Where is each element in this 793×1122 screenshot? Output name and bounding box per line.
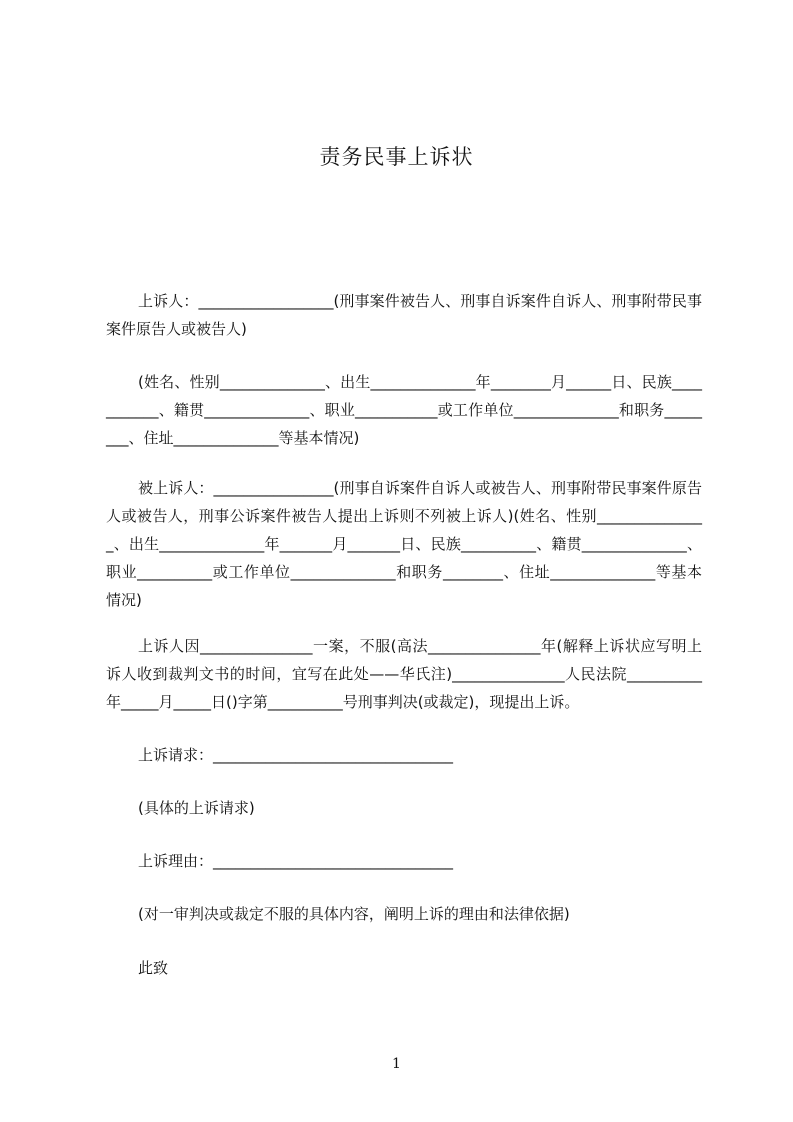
appellee-paragraph: 被上诉人：________________(刑事自诉案件自诉人或被告人、刑事附带民事案件原告人或被告人，刑事公诉案件被告人提出上诉则不列被上诉人)(姓名、性别_______________、出生______________年_______月_______日、民族__________、籍贯______________、职业__________或工作单位______________和职务________、住址______________等基本情况) xyxy=(106,479,702,609)
appeal-reason-note: (对一审判决或裁定不服的具体内容，阐明上诉的理由和法律依据) xyxy=(138,905,570,923)
appeal-request-note: (具体的上诉请求) xyxy=(138,799,255,817)
appeal-reason-label: 上诉理由：________________________________ xyxy=(138,852,454,870)
appeal-cause-paragraph: 上诉人因_______________一案，不服(高法_______________年(解释上诉状应写明上诉人收到裁判文书的时间，宜写在此处——华氏注)_______________人民法院__________年_____月_____日()字第__________号刑事判决(或裁定)，现提出上诉。 xyxy=(106,637,702,711)
document-title: 责务民事上诉状 xyxy=(319,145,474,169)
page-number: 1 xyxy=(392,1056,401,1072)
closing-text: 此致 xyxy=(138,959,169,977)
appellant-paragraph: 上诉人：__________________(刑事案件被告人、刑事自诉案件自诉人、刑事附带民事案件原告人或被告人) xyxy=(106,292,702,338)
appellant-details-paragraph: (姓名、性别______________、出生______________年________月______日、民族___________、籍贯______________、职业___________或工作单位______________和职务________、住址______________等基本情况) xyxy=(106,373,702,447)
appeal-request-label: 上诉请求：________________________________ xyxy=(138,746,454,764)
